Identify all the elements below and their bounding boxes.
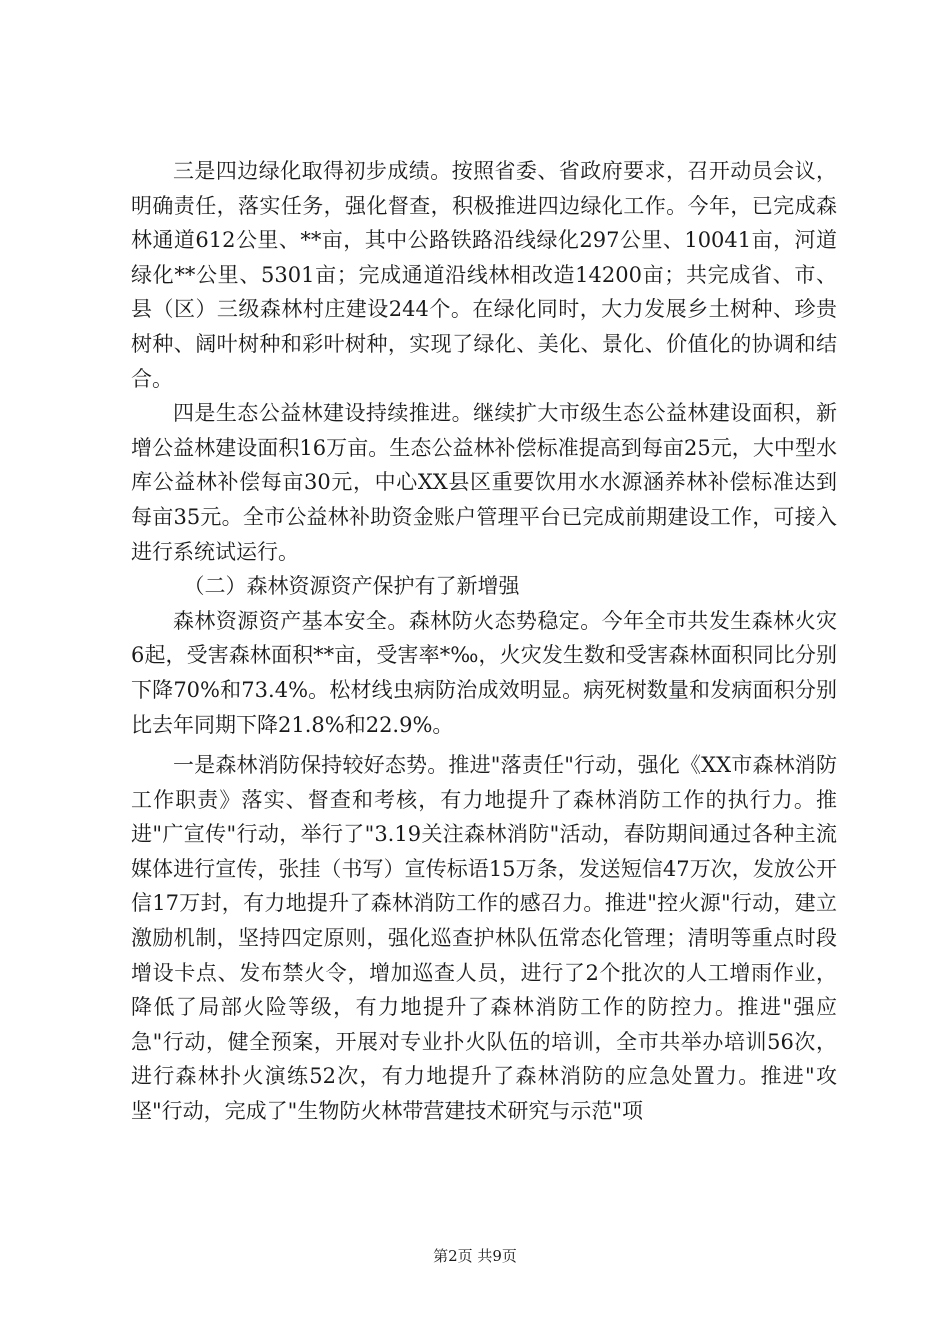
paragraph-forest-safety: 森林资源资产基本安全。森林防火态势稳定。今年全市共发生森林火灾6起，受害森林面积**亩，受害率*‰，火灾发生数和受害森林面积同比分别下降70%和73.4%。松材线虫病防治成效明显。病死树数量和发病面积分别比去年同期下降21.8%和22.9%。	[131, 608, 837, 737]
document-body	[131, 154, 837, 1129]
paragraph-fire-prevention: 一是森林消防保持较好态势。推进"落责任"行动，强化《XX市森林消防工作职责》落实、督查和考核，有力地提升了森林消防工作的执行力。推进"广宣传"行动，举行了"3.19关注森林消防"活动，春防期间通过各种主流媒体进行宣传，张挂（书写）宣传标语15万条，发送短信47万次，发放公开信17万封，有力地提升了森林消防工作的感召力。推进"控火源"行动，建立激励机制，坚持四定原则，强化巡查护林队伍常态化管理；清明等重点时段增设卡点、发布禁火令，增加巡查人员，进行了2个批次的人工增雨作业，降低了局部火险等级，有力地提升了森林消防工作的防控力。推进"强应急"行动，健全预案，开展对专业扑火队伍的培训，全市共举办培训56次，进行森林扑火演练52次，有力地提升了森林消防的应急处置力。推进"攻坚"行动，完成了"生物防火林带营建技术研究与示范"项	[131, 753, 837, 1124]
section-heading-forest-protection: （二）森林资源资产保护有了新增强	[183, 574, 520, 599]
paragraph-roadside-greening: 三是四边绿化取得初步成绩。按照省委、省政府要求，召开动员会议，明确责任，落实任务，强化督查，积极推进四边绿化工作。今年，已完成森林通道612公里、**亩，其中公路铁路沿线绿化297公里、10041亩，河道绿化**公里、5301亩；完成通道沿线林相改造14200亩；共完成省、市、县（区）三级森林村庄建设244个。在绿化同时，大力发展乡土树种、珍贵树种、阔叶树种和彩叶树种，实现了绿化、美化、景化、价值化的协调和结合。	[131, 159, 837, 391]
paragraph-public-welfare-forest: 四是生态公益林建设持续推进。继续扩大市级生态公益林建设面积，新增公益林建设面积16万亩。生态公益林补偿标准提高到每亩25元，大中型水库公益林补偿每亩30元，中心XX县区重要饮用水水源涵养林补偿标准达到每亩35元。全市公益林补助资金账户管理平台已完成前期建设工作，可接入进行系统试运行。	[131, 401, 837, 564]
page-number-footer: 第2页 共9页	[433, 1247, 517, 1265]
